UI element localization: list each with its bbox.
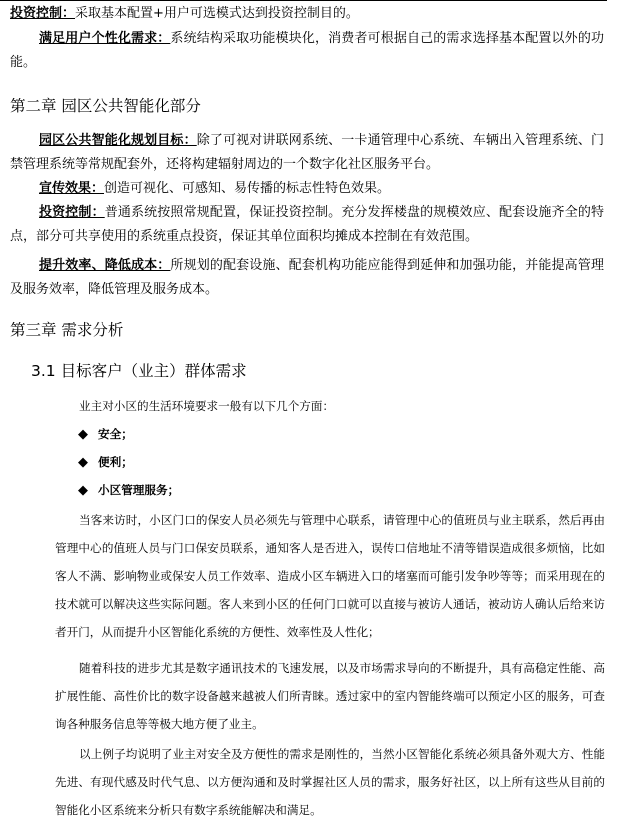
paragraph-investment-control — [10, 2, 604, 26]
chapter-3-title: 第三章 需求分析 — [10, 321, 124, 339]
bullet-item — [78, 452, 133, 473]
paragraph-personalization — [10, 27, 604, 75]
paragraph-lead: 提升效率、降低成本： — [39, 258, 171, 273]
paragraph-publicity-effect — [10, 177, 604, 201]
bullet-item — [78, 480, 179, 501]
paragraph-planning-goal — [10, 129, 604, 177]
bullet-label: 安全； — [98, 427, 133, 441]
paragraph-text: 除了可视对讲联网系统、一卡通管理中心系统、车辆出入管理系统、门禁管理系统等常规配套外，还将构建辐射周边的一个数字化社区服务平台。 — [10, 133, 604, 172]
paragraph-text: 所规划的配套设施、配套机构功能应能得到延伸和加强功能，并能提高管理及服务效率，降低管理及服务成本。 — [10, 258, 604, 297]
body-paragraph: 当客来访时，小区门口的保安人员必须先与管理中心联系，请管理中心的值班员与业主联系，然后再由管理中心的值班人员与门口保安员联系，通知客人是否进入，误传口信地址不清等错误造成很多烦恼，比如客人不满、影响物业或保安人员工作效率、造成小区车辆进入口的堵塞而可能引发争吵等等；而采用现在的技术就可以解决这些实际问题。客人来到小区的任何门口就可以直接与被访人通话，被动访人确认后给来访者开门，从而提升小区智能化系统的方便性、效率性及人性化； — [55, 513, 605, 639]
diamond-bullet-icon: ◆ — [78, 483, 88, 498]
paragraph-lead: 投资控制： — [10, 6, 76, 21]
header-rule — [0, 0, 607, 1]
bullet-label: 小区管理服务； — [98, 483, 180, 497]
paragraph-lead: 园区公共智能化规划目标： — [39, 133, 197, 148]
section-3-1-title: 3.1 目标客户（业主）群体需求 — [31, 362, 247, 380]
chapter-2-title: 第二章 园区公共智能化部分 — [10, 97, 201, 115]
bullet-label: 便利； — [98, 455, 133, 469]
paragraph-text: 采取基本配置+用户可选模式达到投资控制目的。 — [75, 6, 359, 21]
paragraph-text: 普通系统按照常规配置，保证投资控制。充分发挥楼盘的规模效应、配套设施齐全的特点，部分可共享使用的系统重点投资，保证其单位面积均摊成本控制在有效范围。 — [10, 205, 604, 244]
intro-text: 业主对小区的生活环境要求一般有以下几个方面： — [79, 399, 335, 413]
body-paragraph: 以上例子均说明了业主对安全及方便性的需求是刚性的，当然小区智能化系统必须具备外观大方、性能先进、有现代感及时代气息、以方便沟通和及时掌握社区人员的需求，服务好社区，以上所有这些从目前的智能化小区系统来分析只有数字系统能解决和满足。 — [55, 747, 605, 817]
diamond-bullet-icon: ◆ — [78, 427, 88, 442]
body-paragraph: 随着科技的进步尤其是数字通讯技术的飞速发展，以及市场需求导向的不断提升，具有高稳定性能、高扩展性能、高性价比的数字设备越来越被人们所青睐。透过家中的室内智能终端可以预定小区的服务，可查询各种服务信息等等极大地方便了业主。 — [55, 661, 605, 731]
paragraph-lead: 宣传效果： — [39, 181, 105, 196]
paragraph-text: 创造可视化、可感知、易传播的标志性特色效果。 — [104, 181, 391, 196]
paragraph-efficiency — [10, 254, 604, 302]
paragraph-lead: 投资控制： — [39, 205, 105, 220]
paragraph-investment-control-2 — [10, 201, 604, 249]
diamond-bullet-icon: ◆ — [78, 455, 88, 470]
paragraph-lead: 满足用户个性化需求： — [39, 31, 171, 46]
bullet-item — [78, 424, 133, 445]
paragraph-text: 系统结构采取功能模块化，消费者可根据自己的需求选择基本配置以外的功能。 — [10, 31, 604, 70]
